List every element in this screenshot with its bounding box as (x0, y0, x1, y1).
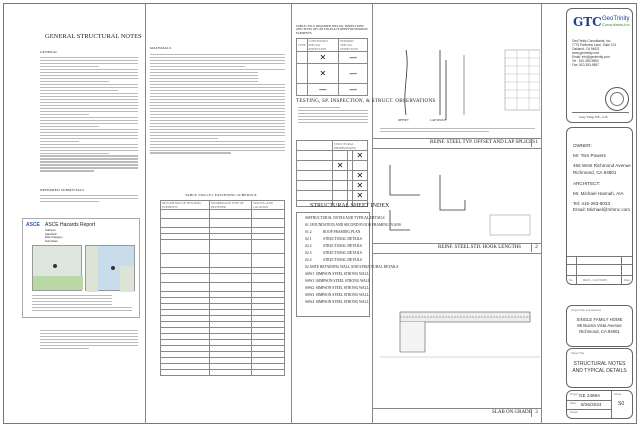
asce-logo: ASCE (26, 222, 40, 228)
sheet-name: STRUCTURAL DETAILS (323, 258, 363, 262)
sheet-title-block (566, 348, 633, 388)
detail-2-title: REINF. STEEL STD. HOOK LENGTHS (438, 245, 522, 250)
x-mark-icon: ✕ (352, 151, 367, 161)
sheet-number: S2.1 (305, 237, 312, 241)
sheet-index-row (305, 300, 369, 304)
sheet-number: S2.3 (305, 251, 312, 255)
sheet-index-row (305, 272, 369, 276)
sheet-number: SSW1.1 (305, 279, 317, 283)
sheet-number: S1.1 (305, 223, 312, 227)
col-header: STRUCTURAL OBSERVATIONS (333, 141, 368, 151)
firm-info-line: Email: info@geotrinity.com (572, 55, 610, 59)
sheet-number: SSW4 (305, 300, 315, 304)
sheet-index-row (305, 265, 399, 269)
sheet-number: SSW1 (305, 272, 315, 276)
sheet-index-row (305, 293, 369, 297)
col-header: PERIODIC SPECIAL INSPECTION (339, 39, 368, 52)
sheet-index-row (305, 237, 369, 241)
sheet-name: SIMPSON STEEL STRONG WALL (315, 272, 369, 276)
region-map (85, 245, 135, 291)
col-header: TYPE (297, 39, 308, 52)
x-mark-icon: ✕ (333, 161, 348, 171)
sheet-index-row (305, 286, 369, 290)
sheet-index-row (305, 258, 369, 262)
sheet-name: SIMPSON STEEL STRONG WALL (316, 279, 371, 283)
rev-date-header: Date (624, 278, 630, 282)
sheet-number: S2.5 (305, 265, 312, 269)
hook-lengths-detail (380, 155, 540, 240)
special-inspection-table: TYPE CONTINUOUS SPECIAL INSPECTION PERIODIC SPECIAL INSPECTION ✕ — ✕ — — — (296, 38, 368, 96)
sheet-title-label: Sheet Title (571, 351, 585, 355)
col-header: DESCRIPTION OF BUILDING ELEMENTS (161, 201, 210, 210)
architect-email: Email: Michael@mhmc.com (573, 207, 630, 213)
project-address: 88 Buena Vista Avenue (577, 322, 622, 328)
detail-label: LAP SPLICE (430, 118, 447, 122)
detail-1-title: REINF. STEEL TYP. OFFSET AND LAP SPLICES (430, 140, 535, 145)
firm-info-line: Oakland, CA 94621 (572, 47, 600, 51)
sheet-name: STRUCTURAL NOTES AND TYPICAL DETAILS (308, 216, 385, 220)
divider (372, 3, 373, 424)
rev-no-header: No. (569, 278, 574, 282)
date-label: Date (570, 401, 576, 405)
owner-label: OWNER: (573, 143, 592, 148)
testing-text (298, 107, 368, 125)
architect-label: ARCHITECT: (573, 180, 601, 186)
sheet-number: SSW3 (305, 293, 315, 297)
asce-report (22, 218, 140, 318)
asce-title: ASCE Hazards Report (45, 222, 96, 228)
engineer-seal (605, 87, 629, 111)
inspection-table-title: TABLE 1705.X REQUIRED SPECIAL INSPECTIONS AND TESTS OF CAST-IN-PLACE DEEP FOUNDATION ELEMENTS (296, 24, 368, 35)
sheet-number: S2.4 (305, 258, 312, 262)
fastening-title: TABLE 2304.10.1 FASTENING SCHEDULE (185, 193, 257, 197)
deferred-text (40, 195, 138, 204)
firm-info-line: www.geotrinity.com (572, 51, 600, 55)
revision-entry: REV1 - 01/27/2025 (583, 278, 607, 282)
firm-info-line: Fax: 510-353-9857 (572, 63, 599, 67)
sheet-index-row (305, 279, 369, 283)
testing-heading: TESTING, SP. INSPECTION, & STRUCT. OBSERVATIONS (296, 98, 436, 104)
project-block (566, 305, 633, 347)
asce-label: Soil Class: (45, 238, 59, 243)
sheet-name: SIMPSON STEEL STRONG WALL (315, 286, 369, 290)
col-header: CONTINUOUS SPECIAL INSPECTION (307, 39, 339, 52)
revision-table (567, 256, 632, 284)
observations-table (296, 140, 368, 207)
sheet-number: SSW2 (305, 286, 315, 290)
divider (541, 3, 542, 424)
architect-phone: Tel: 415-283-8033 (573, 201, 611, 207)
firm-block (566, 8, 633, 123)
project-city: Richmond, CA 94801 (579, 328, 620, 334)
detail-number: 3 (531, 408, 541, 417)
sheet-index-row (305, 216, 385, 220)
col-header: SPACING AND LOCATION (252, 201, 285, 210)
drawn-label: Drawn (570, 410, 579, 414)
seismic-values (32, 295, 132, 313)
firm-logo-text: GeoTrinity Consultants,Inc. (602, 16, 631, 27)
sheet-title: STRUCTURAL NOTES (573, 361, 626, 367)
asce-label: Standard: (45, 231, 58, 236)
sheet-number: S0 (305, 216, 309, 220)
detail-number: 1 (531, 138, 541, 147)
owner-name: Mr. Tom Powers (573, 153, 606, 159)
sheet-number: S0 (618, 401, 625, 407)
divider (145, 3, 146, 424)
sheet-name: STRUCTURAL DETAILS (323, 237, 363, 241)
firm-info-line: Tel : 510-353-9850 (572, 59, 599, 63)
x-mark-icon: ✕ (352, 191, 367, 201)
owner-address: 456 West Richmond Avenue (573, 163, 631, 169)
sheet-index-row (305, 251, 369, 255)
detail-label: OFFSET (398, 118, 409, 122)
project-no-label: Project (570, 392, 579, 396)
lap-splice-detail (380, 20, 540, 140)
x-mark-icon: ✕ (352, 171, 367, 181)
deferred-submittals-heading: DEFERRED SUBMITTALS (40, 188, 85, 192)
sheet-name: SIMPSON STEEL STRONG WALL (315, 293, 369, 297)
asce-label: Address: (45, 228, 57, 232)
sheet-name: SITE RETAINING WALL AND STRUCTURAL DETAILS (311, 265, 399, 269)
owner-address: Richmond, CA 94801 (573, 169, 617, 175)
sheet-name: SIMPSON STEEL STRONG WALL (315, 300, 369, 304)
sheet-name: FOUNDATION AND SECOND FLOOR FRAMING PLANS (311, 223, 401, 227)
project-label: Project title and address (571, 308, 602, 312)
sheet-index-title: STRUCTURAL SHEET INDEX (310, 203, 390, 209)
slab-on-grade-detail (380, 262, 540, 407)
materials-heading: MATERIALS (150, 46, 172, 50)
general-heading: GENERAL (40, 50, 58, 54)
detail-notes (380, 128, 535, 134)
architect-name: Mr. Michael Hannah, AIA (573, 190, 624, 196)
firm-info-line: 7775 Parkview Lane, Suite 101 (572, 43, 617, 47)
x-mark-icon: ✕ (352, 181, 367, 191)
gtc-logo: GTC (573, 15, 602, 29)
materials-text (150, 54, 285, 155)
firm-info (572, 39, 616, 67)
project-name: SINGLE FAMILY HOME (576, 317, 623, 322)
sheet-number: S2.2 (305, 244, 312, 248)
sheet-title: AND TYPICAL DETAILS (572, 367, 627, 374)
sheet-name: STRUCTURAL DETAILS (323, 244, 363, 248)
sheet-index-row (305, 223, 401, 227)
project-number: GE 2496A (579, 393, 601, 398)
col-header: NUMBER AND TYPE OF FASTENER (209, 201, 251, 210)
sheet-name: STRUCTURAL DETAILS (323, 251, 363, 255)
sheet-info-block (566, 390, 633, 419)
detail-3-title: SLAB ON GRADE (492, 410, 532, 415)
sheet-label: Sheet (614, 392, 622, 396)
general-notes-text (40, 57, 138, 173)
fastening-table (160, 200, 285, 376)
sheet-index-table (296, 212, 401, 317)
engineer-name: Jerry Yang, P.E., G.E. (579, 115, 609, 119)
x-mark-icon: ✕ (307, 52, 339, 64)
firm-info-line: GeoTrinity Consultants, Inc. (572, 39, 612, 43)
general-notes-title: GENERAL STRUCTURAL NOTES (45, 33, 142, 40)
sheet-index-row (305, 244, 369, 248)
client-block (566, 127, 633, 285)
divider (291, 3, 292, 424)
sheet-number: S1.2 (305, 230, 312, 234)
general-notes-continued (40, 330, 138, 351)
asce-label: Risk Category: (45, 235, 64, 239)
x-mark-icon: ✕ (307, 64, 339, 84)
sheet-index-row (305, 230, 369, 234)
detail-number: 2 (531, 243, 541, 252)
sheet-name: ROOF FRAMING PLAN (323, 230, 361, 234)
site-map (32, 245, 82, 291)
sheet-date: 8/26/2024 (581, 402, 602, 407)
